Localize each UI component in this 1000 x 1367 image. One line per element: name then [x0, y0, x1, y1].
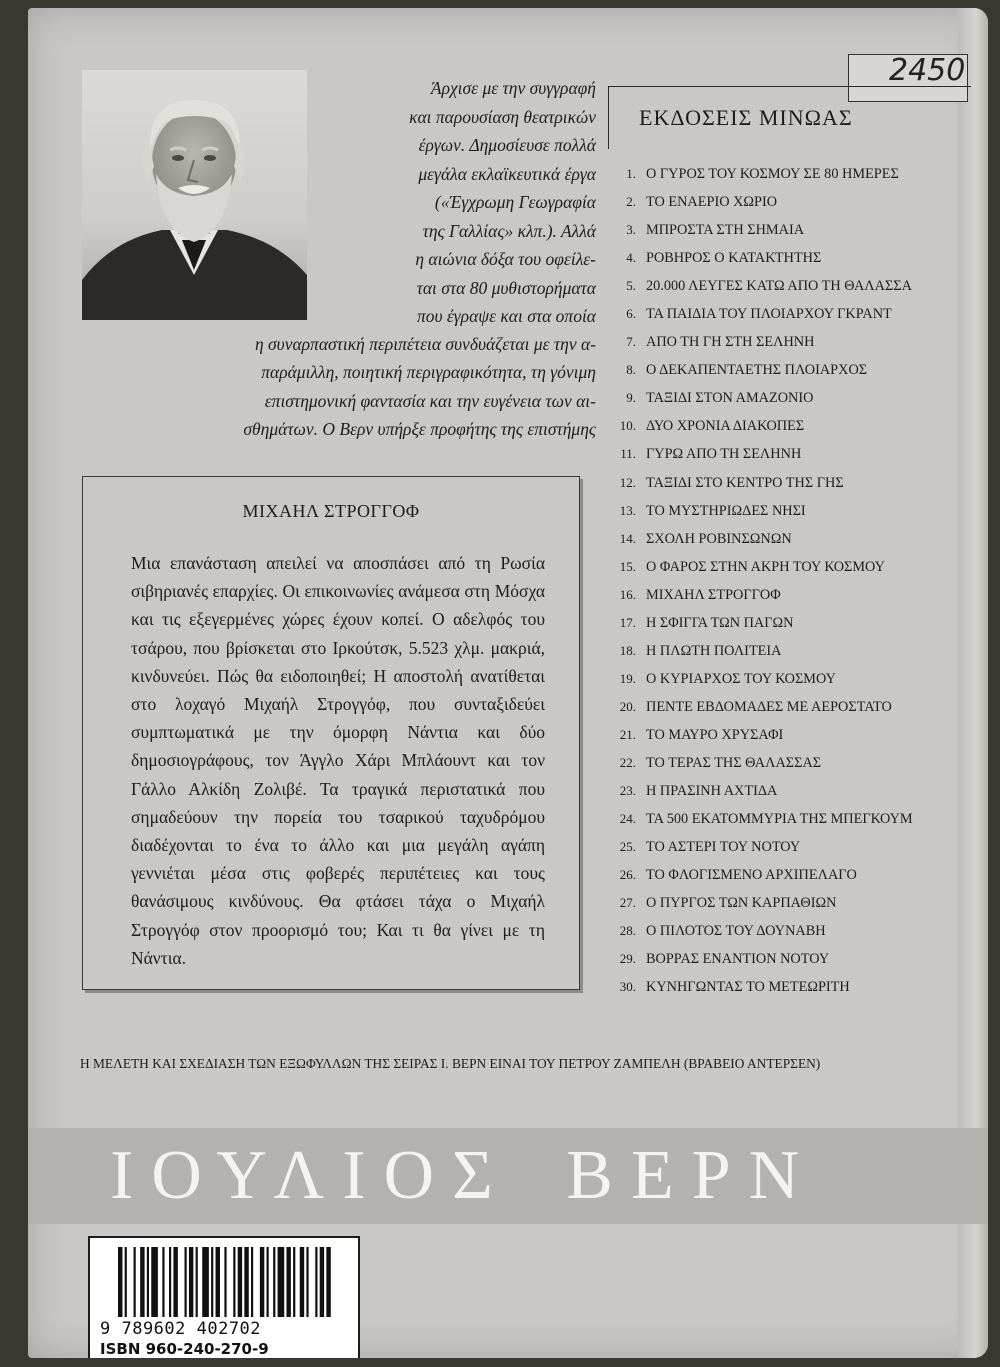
barcode-bar [293, 1247, 295, 1317]
series-title-item [604, 917, 984, 945]
series-title-text: Ο ΦΑΡΟΣ ΣΤΗΝ ΑΚΡΗ ΤΟΥ ΚΟΣΜΟΥ [646, 558, 885, 575]
series-title-item [604, 244, 984, 272]
book-description-box [82, 476, 580, 990]
barcode-bar [273, 1247, 275, 1317]
series-title-item [604, 721, 984, 749]
series-title-item [604, 945, 984, 973]
series-title-item [604, 553, 984, 581]
barcode-bar [278, 1247, 285, 1317]
series-title-item [604, 328, 984, 356]
barcode-bar [125, 1247, 127, 1317]
series-title-list [604, 160, 984, 1001]
bio-line: μεγάλα εκλαϊκευτικά έργα [418, 163, 596, 184]
publisher-header [608, 86, 971, 149]
series-title-number: 30. [619, 979, 636, 995]
series-title-text: ΤΟ ΜΥΣΤΗΡΙΩΔΕΣ ΝΗΣΙ [646, 502, 806, 519]
series-title-text: ΤΟ ΜΑΥΡΟ ΧΡΥΣΑΦΙ [646, 726, 784, 743]
series-title-item [604, 973, 984, 1001]
series-title-number: 4. [626, 250, 636, 266]
barcode-bar [326, 1247, 330, 1317]
bio-line: έργων. Δημοσίευσε πολλά [418, 135, 596, 155]
barcode-bar [315, 1247, 317, 1317]
series-title-text: ΓΥΡΩ ΑΠΟ ΤΗ ΣΕΛΗΝΗ [646, 446, 802, 463]
series-title-item [604, 749, 984, 777]
bio-line-wide: παράμιλλη, ποιητική περιγραφικότητα, τη γόνιμη [261, 362, 596, 382]
barcode-bar [151, 1247, 158, 1317]
series-title-item [604, 160, 984, 188]
barcode-bar [169, 1247, 171, 1317]
series-title-item [604, 497, 984, 525]
barcode-bar [118, 1247, 122, 1317]
barcode-bar [286, 1247, 290, 1317]
barcode-bar [184, 1247, 186, 1317]
series-title-text: ΤΟ ΤΕΡΑΣ ΤΗΣ ΘΑΛΑΣΣΑΣ [646, 754, 822, 771]
series-title-number: 24. [619, 811, 636, 827]
series-title-text: ΤΟ ΕΝΑΕΡΙΟ ΧΩΡΙΟ [646, 194, 778, 211]
barcode-bar [260, 1247, 264, 1317]
series-title-item [604, 889, 984, 917]
series-title-text: Ο ΚΥΡΙΑΡΧΟΣ ΤΟΥ ΚΟΣΜΟΥ [646, 670, 836, 687]
barcode-bar [147, 1247, 149, 1317]
series-title-item [604, 861, 984, 889]
barcode-icon [118, 1247, 333, 1317]
author-portrait [82, 70, 307, 320]
series-title-number: 12. [619, 474, 636, 490]
series-title-text: 20.000 ΛΕΥΓΕΣ ΚΑΤΩ ΑΠΟ ΤΗ ΘΑΛΑΣΣΑ [646, 278, 912, 295]
series-title-item [604, 805, 984, 833]
series-title-number: 21. [619, 726, 636, 742]
book-back-cover [28, 8, 988, 1358]
series-title-item [604, 272, 984, 300]
barcode-bar [267, 1247, 269, 1317]
series-title-item [604, 665, 984, 693]
series-title-item [604, 412, 984, 440]
series-title-number: 11. [620, 446, 636, 462]
series-title-number: 17. [619, 614, 636, 630]
bio-line: («Έγχρωμη Γεωγραφία [434, 192, 596, 212]
bio-line-wide: η συναρπαστική περιπέτεια συνδυάζεται με την α- [254, 334, 596, 354]
barcode-bar [140, 1247, 144, 1317]
series-title-number: 6. [626, 306, 636, 322]
series-title-number: 28. [619, 923, 636, 939]
bio-line: Άρχισε με την συγγραφή [430, 78, 596, 98]
series-title-text: ΤΑ 500 ΕΚΑΤΟΜΜΥΡΙΑ ΤΗΣ ΜΠΕΓΚΟΥΜ [646, 811, 913, 828]
series-title-text: ΤΑΞΙΔΙ ΣΤΟ ΚΕΝΤΡΟ ΤΗΣ ΓΗΣ [646, 474, 844, 491]
series-title-text: ΤΟ ΦΛΟΓΙΣΜΕΝΟ ΑΡΧΙΠΕΛΑΓΟ [646, 867, 857, 884]
barcode-bar [320, 1247, 324, 1317]
series-title-number: 3. [626, 222, 636, 238]
series-title-text: ΡΟΒΗΡΟΣ Ο ΚΑΤΑΚΤΗΤΗΣ [646, 250, 822, 267]
series-title-number: 16. [619, 586, 636, 602]
bio-text-narrow [286, 74, 596, 331]
series-title-text: Ο ΔΕΚΑΠΕΝΤΑΕΤΗΣ ΠΛΟΙΑΡΧΟΣ [646, 362, 868, 379]
series-title-item [604, 300, 984, 328]
series-title-number: 1. [626, 166, 636, 181]
series-title-text: Ο ΠΙΛΟΤΟΣ ΤΟΥ ΔΟΥΝΑΒΗ [646, 923, 826, 940]
bio-line: και παρουσίαση θεατρικών [409, 106, 596, 127]
barcode-bar [196, 1247, 198, 1317]
series-title-number: 22. [619, 754, 636, 770]
series-title-text: ΠΕΝΤΕ ΕΒΔΟΜΑΔΕΣ ΜΕ ΑΕΡΟΣΤΑΤΟ [646, 698, 892, 715]
barcode-bar [238, 1247, 242, 1317]
book-synopsis: Μια επανάσταση απειλεί να αποσπάσει από τη Ρωσία σιβηριανές επαρχίες. Οι επικοινωνίες ανάμεσα στη Μόσχα και τις εξεγερμένες χώρες έχουν κοπεί. Ο αδελφός του τσάρου, που βρίσκεται στο Ιρκούτσκ, 5.523 χλμ. μακριά, κινδυνεύει. Πώς θα ειδοποιηθεί; Η αποστολή ανατίθεται στο λοχαγό Μιχαήλ Στρογγόφ, που συνταξιδεύει συμπτωματικά με την όμορφη Νάντια και δύο δημοσιογράφους, τον Άγγλο Χάρι Μπλάουντ και τον Γάλλο Αλκίδη Ζολιβέ. Τα τραγικά περιστατικά που σημαδεύουν την πορεία του τσαρικού ταχυδρόμου διαδέχονται το ένα το άλλο και μια μεγάλη αγάπη γεννιέται μέσα στις φοβερές περιπέτειες και τους θανάσιμους κινδύνους. Θα φτάσει τάχα ο Μιχαήλ Στρογγόφ στον προορισμό του; Και τι θα γίνει με τη Νάντια. [131, 553, 545, 968]
series-title-number: 23. [619, 783, 636, 799]
series-title-text: ΑΠΟ ΤΗ ΓΗ ΣΤΗ ΣΕΛΗΝΗ [646, 334, 815, 351]
publisher-name: ΕΚΔΟΣΕΙΣ ΜΙΝΩΑΣ [639, 105, 853, 130]
series-title-number: 19. [619, 670, 636, 686]
series-title-item [604, 188, 984, 216]
bio-line: η αιώνια δόξα του οφείλε- [415, 249, 596, 269]
series-title-item [604, 637, 984, 665]
barcode-sticker [88, 1236, 360, 1358]
series-title-item [604, 777, 984, 805]
barcode-bar [211, 1247, 213, 1317]
barcode-bar [251, 1247, 253, 1317]
series-title-number: 14. [619, 530, 636, 546]
series-title-text: ΣΧΟΛΗ ΡΟΒΙΝΣΩΝΩΝ [646, 530, 792, 547]
series-title-item [604, 525, 984, 553]
book-title: ΜΙΧΑΗΛ ΣΤΡΟΓΓΟΦ [242, 501, 420, 521]
series-title-item [604, 440, 984, 468]
portrait-illustration [82, 70, 307, 320]
series-title-text: ΤΑΞΙΔΙ ΣΤΟΝ ΑΜΑΖΟΝΙΟ [646, 390, 814, 407]
series-title-text: Ο ΠΥΡΓΟΣ ΤΩΝ ΚΑΡΠΑΘΙΩΝ [646, 895, 837, 912]
barcode-digits: 9 789602 402702 [100, 1319, 262, 1339]
series-title-number: 20. [619, 698, 636, 714]
barcode-bar [306, 1247, 308, 1317]
series-title-item [604, 609, 984, 637]
barcode-bar [300, 1247, 304, 1317]
series-title-number: 18. [619, 642, 636, 658]
series-title-text: ΚΥΝΗΓΩΝΤΑΣ ΤΟ ΜΕΤΕΩΡΙΤΗ [646, 979, 850, 996]
series-title-number: 7. [626, 334, 636, 350]
series-title-text: ΒΟΡΡΑΣ ΕΝΑΝΤΙΟΝ ΝΟΤΟΥ [646, 951, 830, 968]
barcode-bar [216, 1247, 220, 1317]
series-title-number: 25. [619, 839, 636, 855]
series-title-text: Η ΣΦΙΓΓΑ ΤΩΝ ΠΑΓΩΝ [646, 614, 794, 631]
series-title-text: ΤΟ ΑΣΤΕΡΙ ΤΟΥ ΝΟΤΟΥ [646, 839, 801, 856]
cover-design-credit: Η ΜΕΛΕΤΗ ΚΑΙ ΣΧΕΔΙΑΣΗ ΤΩΝ ΕΞΩΦΥΛΛΩΝ ΤΗΣ ΣΕΙΡΑΣ Ι. ΒΕΡΝ ΕΙΝΑΙ ΤΟΥ ΠΕΤΡΟΥ ΖΑΜΠΕΛΗ (ΒΡΑΒΕΙΟ ΑΝΤΕΡΣΕΝ) [80, 1056, 821, 1071]
series-title-item [604, 833, 984, 861]
series-title-number: 10. [619, 418, 636, 434]
author-name: ΙΟΥΛΙΟΣ ΒΕΡΝ [110, 1137, 818, 1214]
barcode-bar [189, 1247, 193, 1317]
series-title-text: ΤΑ ΠΑΙΔΙΑ ΤΟΥ ΠΛΟΙΑΡΧΟΥ ΓΚΡΑΝΤ [646, 306, 892, 323]
series-title-number: 8. [626, 362, 636, 378]
barcode-bar [162, 1247, 164, 1317]
series-title-number: 2. [626, 194, 636, 210]
series-title-item [604, 581, 984, 609]
series-title-text: Η ΠΛΩΤΗ ΠΟΛΙΤΕΙΑ [646, 642, 782, 659]
series-title-text: ΜΠΡΟΣΤΑ ΣΤΗ ΣΗΜΑΙΑ [646, 222, 805, 239]
barcode-bar [233, 1247, 235, 1317]
series-title-number: 15. [619, 558, 636, 574]
series-title-number: 26. [619, 867, 636, 883]
series-title-text: Η ΠΡΑΣΙΝΗ ΑΧΤΙΔΑ [646, 783, 778, 800]
series-title-number: 5. [626, 278, 636, 294]
series-title-number: 29. [619, 951, 636, 967]
series-title-text: ΔΥΟ ΧΡΟΝΙΑ ΔΙΑΚΟΠΕΣ [646, 418, 805, 435]
barcode-bar [224, 1247, 226, 1317]
bio-line-wide: σθημάτων. Ο Βερν υπήρξε προφήτης της επιστήμης [243, 419, 596, 439]
series-title-item [604, 216, 984, 244]
bio-line: που έγραψε και στα οποία [416, 306, 596, 326]
barcode-bar [173, 1247, 177, 1317]
series-title-item [604, 384, 984, 412]
series-title-text: Ο ΓΥΡΟΣ ΤΟΥ ΚΟΣΜΟΥ ΣΕ 80 ΗΜΕΡΕΣ [646, 166, 899, 182]
bio-line-wide: επιστημονική φαντασία και την ευγένεια των αι- [264, 391, 596, 411]
bio-line: της Γαλλίας» κλπ.). Αλλά [422, 220, 596, 241]
series-title-number: 13. [619, 502, 636, 518]
series-title-item [604, 469, 984, 497]
series-title-text: ΜΙΧΑΗΛ ΣΤΡΟΓΓΟΦ [646, 586, 781, 603]
barcode-bar [244, 1247, 248, 1317]
bio-line: ται στα 80 μυθιστορήματα [416, 277, 596, 298]
barcode-bar [202, 1247, 209, 1317]
series-title-item [604, 693, 984, 721]
isbn-label: ISBN 960-240-270-9 [100, 1340, 269, 1358]
handwritten-number: 2450 [889, 53, 966, 88]
series-title-number: 27. [619, 895, 636, 911]
series-title-item [604, 356, 984, 384]
barcode-bar [134, 1247, 136, 1317]
series-title-number: 9. [626, 390, 636, 406]
